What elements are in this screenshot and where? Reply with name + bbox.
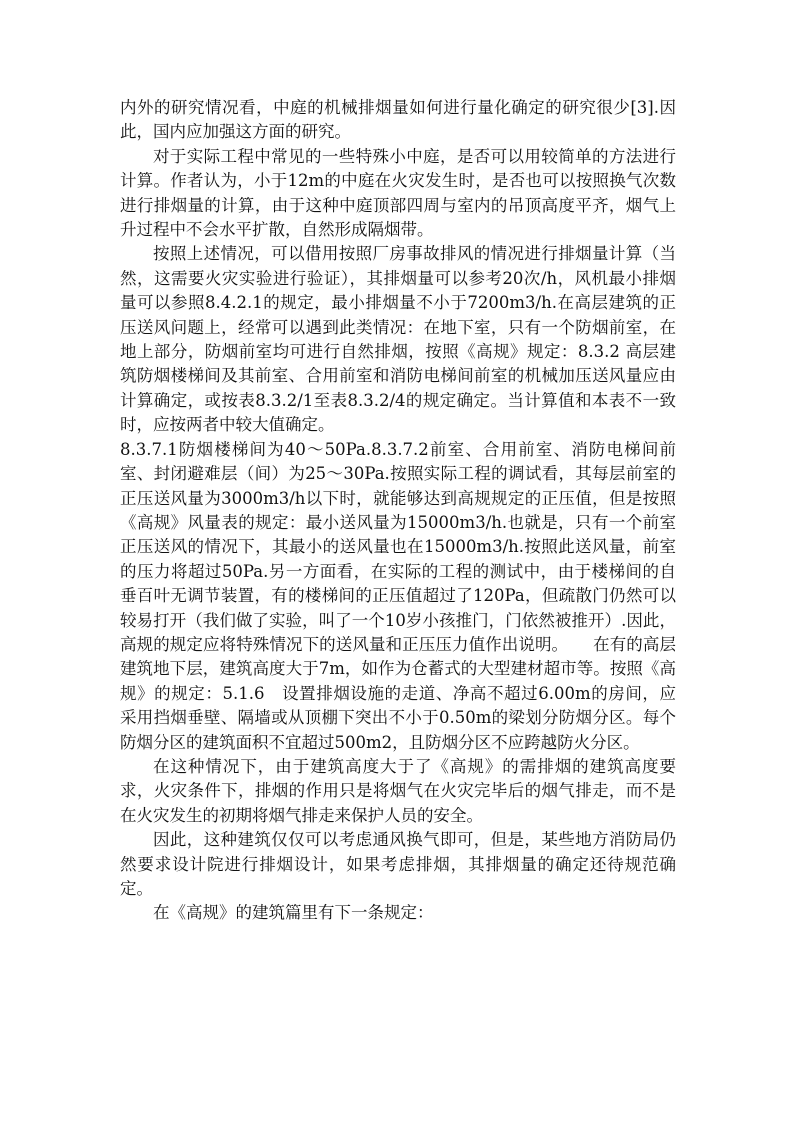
paragraph-3: 按照上述情况，可以借用按照厂房事故排风的情况进行排烟量计算（当然，这需要火灾实验进行验证），其排烟量可以参考20次/h，风机最小排烟量可以参照8.4.2.1的规定，最小排烟量不小于7200m3/h.在高层建筑的正压送风问题上，经常可以遇到此类情况：在地下室，只有一个防烟前室，在地上部分，防烟前室均可进行自然排烟，按照《高规》规定：8.3.2 高层建筑防烟楼梯间及其前室、合用前室和消防电梯间前室的机械加压送风量应由计算确定，或按表8.3.2/1至表8.3.2/4的规定确定。当计算值和本表不一致时，应按两者中较大值确定。: [120, 244, 676, 435]
paragraph-4: 8.3.7.1防烟楼梯间为40～50Pa.8.3.7.2前室、合用前室、消防电梯间前室、封闭避难层（间）为25～30Pa.按照实际工程的调试看，其每层前室的正压送风量为3000m3/h以下时，就能够达到高规规定的正压值，但是按照《高规》风量表的规定：最小送风量为15000m3/h.也就是，只有一个前室正压送风的情况下，其最小的送风量也在15000m3/h.按照此送风量，前室的压力将超过50Pa.另一方面看，在实际的工程的测试中，由于楼梯间的自垂百叶无调节装置，有的楼梯间的正压值超过了120Pa，但疏散门仍然可以较易打开（我们做了实验，叫了一个10岁小孩推门，门依然被推开）.因此，高规的规定应将特殊情况下的送风量和正压压力值作出说明。 在有的高层建筑地下层，建筑高度大于7m，如作为仓蓄式的大型建材超市等。按照《高规》的规定：5.1.6 设置排烟设施的走道、净高不超过6.00m的房间，应采用挡烟垂壁、隔墙或从顶棚下突出不小于0.50m的梁划分防烟分区。每个防烟分区的建筑面积不宜超过500m2，且防烟分区不应跨越防火分区。: [120, 439, 676, 752]
paragraph-6: 因此，这种建筑仅仅可以考虑通风换气即可，但是，某些地方消防局仍然要求设计院进行排烟设计，如果考虑排烟，其排烟量的确定还待规范确定。: [120, 830, 676, 898]
paragraph-1: 内外的研究情况看，中庭的机械排烟量如何进行量化确定的研究很少[3].因此，国内应加强这方面的研究。: [120, 98, 676, 142]
body-text: [120, 96, 676, 926]
paragraph-2: 对于实际工程中常见的一些特殊小中庭，是否可以用较简单的方法进行计算。作者认为，小于12m的中庭在火灾发生时，是否也可以按照换气次数进行排烟量的计算，由于这种中庭顶部四周与室内的吊顶高度平齐，烟气上升过程中不会水平扩散，自然形成隔烟带。: [120, 146, 676, 240]
paragraph-7: 在《高规》的建筑篇里有下一条规定：: [153, 903, 434, 923]
paragraph-5: 在这种情况下，由于建筑高度大于了《高规》的需排烟的建筑高度要求，火灾条件下，排烟的作用只是将烟气在火灾完毕后的烟气排走，而不是在火灾发生的初期将烟气排走来保护人员的安全。: [120, 756, 676, 825]
